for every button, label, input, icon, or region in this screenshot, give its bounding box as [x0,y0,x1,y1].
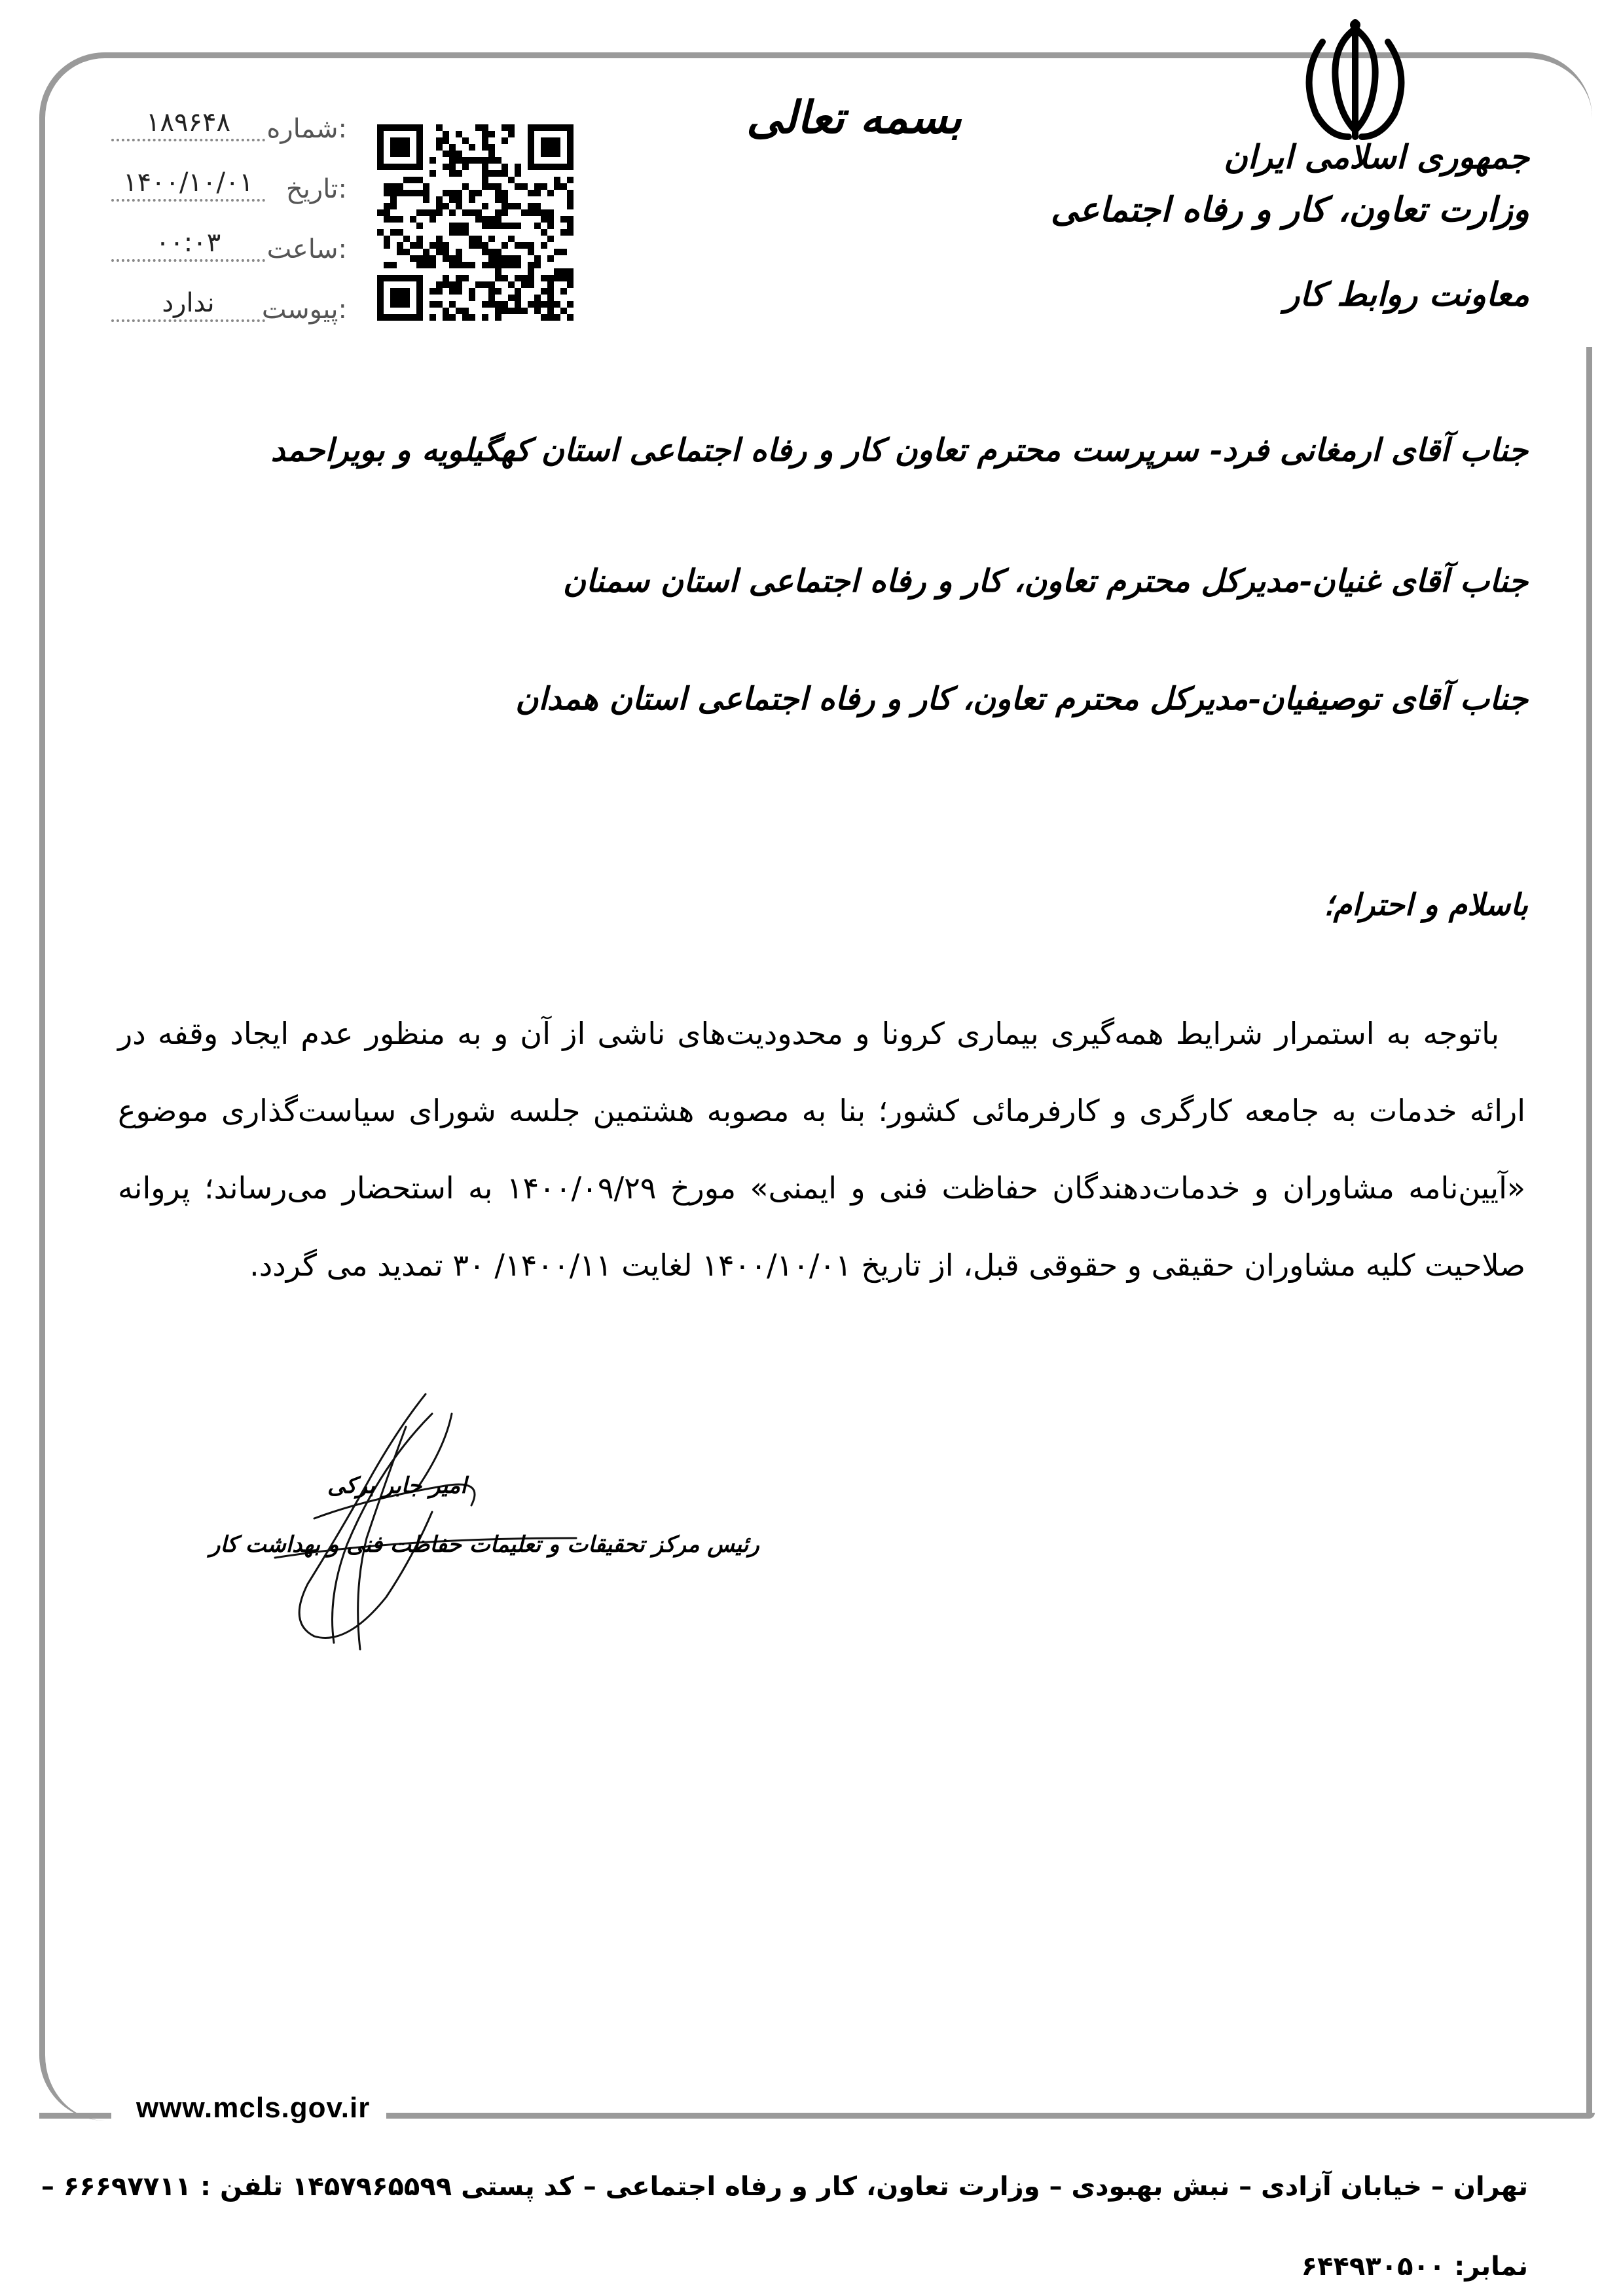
letter-body [118,995,1525,1304]
iran-emblem-icon [1293,16,1417,147]
recipient-1: جناب آقای ارمغانی فرد- سرپرست محترم تعاون کار و رفاه اجتماعی استان کهگیلویه و بویراحمد [270,432,1528,469]
date-value: ۱۴۰۰/۱۰/۰۱ [111,168,265,202]
attachment-value: ندارد [111,288,265,322]
signatory-title: رئیس مرکز تحقیقات و تعلیمات حفاظت فنی و بهداشت کار [209,1532,759,1558]
date-label: تاریخ: [285,174,347,204]
attachment-label: پیوست: [261,295,347,325]
footer-rule-left [39,2113,111,2119]
number-value: ۱۸۹۶۴۸ [111,107,265,141]
org-department: معاونت روابط کار [1284,275,1529,314]
signatory-name: امیر جابر برکی [327,1473,467,1499]
time-label: ساعت: [266,234,347,264]
handwritten-signature [236,1388,602,1662]
footer-fax: نمابر: ۶۴۴۹۳۰۵۰۰ [1301,2251,1528,2282]
website-link[interactable]: www.mcls.gov.ir [126,2092,380,2125]
org-ministry: وزارت تعاون، کار و رفاه اجتماعی [1050,190,1529,230]
page-border-right [1586,347,1592,2114]
time-value: ۰۰:۰۳ [111,228,265,262]
qr-code [377,124,574,321]
greeting: باسلام و احترام؛ [1324,887,1528,922]
footer-rule [386,2113,1595,2119]
letter-number-field [105,92,347,151]
letter-attachment-field [105,272,347,331]
recipient-2: جناب آقای غنیان-مدیرکل محترم تعاون، کار و رفاه اجتماعی استان سمنان [562,563,1528,600]
letter-date-field [105,152,347,211]
letter-time-field [105,212,347,271]
number-label: شماره: [266,114,347,144]
org-country: جمهوری اسلامی ایران [1224,137,1529,176]
body-paragraph: باتوجه به استمرار شرایط همه‌گیری بیماری کرونا و محدودیت‌های ناشی از آن و به منظور عدم ایجاد وقفه در ارائه خدمات به جامعه کارگری و کارفرمائی کشور؛ بنا به مصوبه هشتمین جلسه شورای سیاست‌گذاری موضوع «آیین‌نامه مشاوران و خدمات‌دهندگان حفاظت فنی و ایمنی» مورخ ۱۴۰۰/۰۹/۲۹ به استحضار می‌رساند؛ پروانه صلاحیت کلیه مشاوران حقیقی و حقوقی قبل، از تاریخ ۱۴۰۰/۱۰/۰۱ لغایت ۱۴۰۰/۱۱/ ۳۰ تمدید می گردد. [118,1016,1525,1283]
bismillah-heading: بسمه تعالی [746,92,962,144]
footer-address: تهران – خیابان آزادی – نبش بهبودی – وزارت تعاون، کار و رفاه اجتماعی – کد پستی ۱۴۵۷۹۶۵۵۹۹ تلفن : ۶۶۶۹۷۷۱۱ – [41,2172,1528,2202]
recipient-3: جناب آقای توصیفیان-مدیرکل محترم تعاون، کار و رفاه اجتماعی استان همدان [515,681,1528,717]
